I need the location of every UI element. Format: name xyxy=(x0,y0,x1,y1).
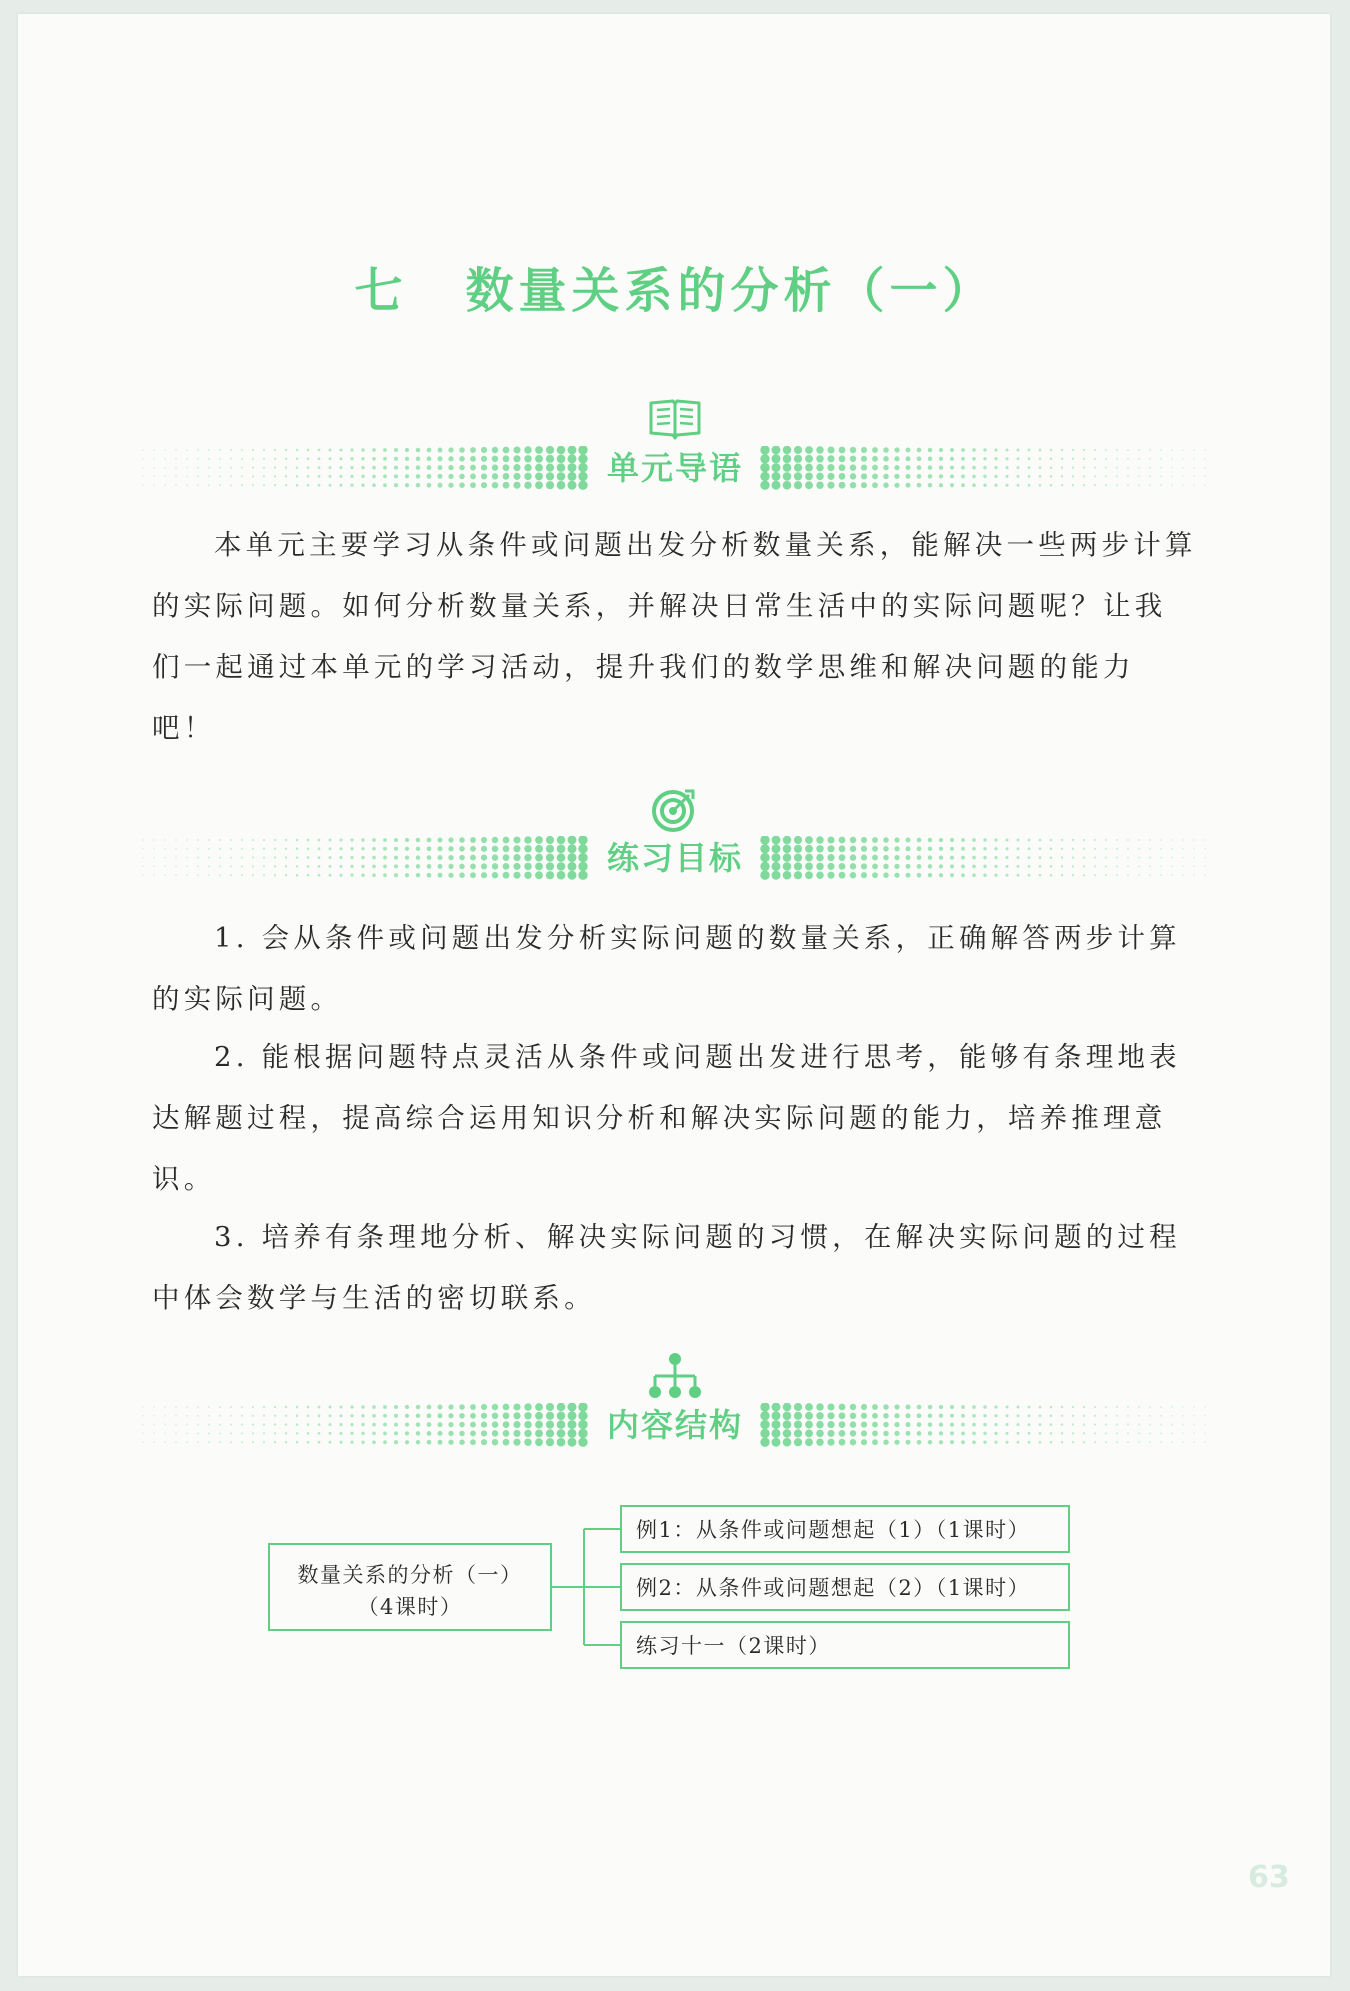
section-header-structure xyxy=(0,1350,1350,1460)
target-icon xyxy=(645,783,705,835)
goal-item: 3. 培养有条理地分析、解决实际问题的习惯，在解决实际问题的过程中体会数学与生活的密切联系。 xyxy=(152,1221,1181,1314)
dot-divider-left xyxy=(138,446,590,490)
dot-divider-right xyxy=(760,1403,1212,1447)
child-label: 练习十一（2课时） xyxy=(636,1634,831,1658)
page-number: 63 xyxy=(1248,1860,1290,1895)
open-book-icon xyxy=(645,393,705,445)
chapter-title xyxy=(0,252,1350,321)
dot-divider-left xyxy=(138,836,590,880)
structure-diagram xyxy=(268,1505,1088,1685)
goal-item: 2. 能根据问题特点灵活从条件或问题出发进行思考，能够有条理地表达解题过程，提高综合运用知识分析和解决实际问题的能力，培养推理意识。 xyxy=(152,1041,1181,1195)
child-label: 例1：从条件或问题想起（1）（1课时） xyxy=(636,1518,1031,1542)
intro-paragraph: 本单元主要学习从条件或问题出发分析数量关系，能解决一些两步计算的实际问题。如何分析数量关系，并解决日常生活中的实际问题呢？让我们一起通过本单元的学习活动，提升我们的数学思维和解决问题的能力吧！ xyxy=(152,529,1197,744)
structure-child-box xyxy=(620,1621,1070,1669)
dot-divider-right xyxy=(760,446,1212,490)
root-hours: （4课时） xyxy=(357,1595,463,1619)
structure-child-box xyxy=(620,1563,1070,1611)
section-header-intro xyxy=(0,393,1350,503)
section-label: 练习目标 xyxy=(606,839,743,877)
structure-root-box xyxy=(268,1543,552,1631)
structure-child-box xyxy=(620,1505,1070,1553)
child-label: 例2：从条件或问题想起（2）（1课时） xyxy=(636,1576,1031,1600)
section-label: 内容结构 xyxy=(606,1406,743,1444)
dot-divider-right xyxy=(760,836,1212,880)
chapter-name: 数量关系的分析（一） xyxy=(465,263,996,319)
root-title: 数量关系的分析（一） xyxy=(297,1563,523,1587)
section-label: 单元导语 xyxy=(606,449,743,487)
hierarchy-icon xyxy=(645,1350,705,1402)
dot-divider-left xyxy=(138,1403,590,1447)
chapter-number: 七 xyxy=(354,263,408,319)
goal-item: 1. 会从条件或问题出发分析实际问题的数量关系，正确解答两步计算的实际问题。 xyxy=(152,922,1181,1015)
section-header-goals xyxy=(0,783,1350,893)
